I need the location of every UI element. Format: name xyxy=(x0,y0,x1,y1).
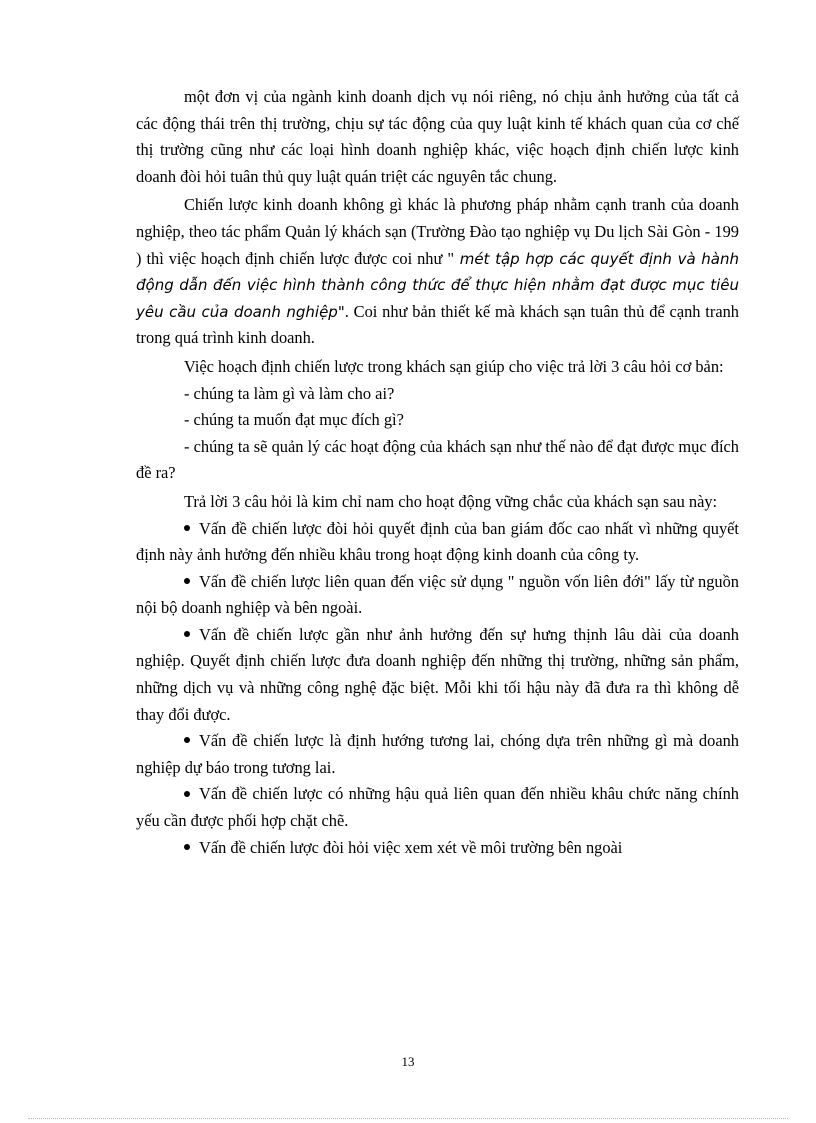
bullet-item xyxy=(136,728,739,781)
paragraph-strategy-text-end: . Coi như bản thiết kế mà khách sạn tuân thủ để cạnh tranh trong quá trình kinh doanh. xyxy=(136,301,739,348)
bullet-icon xyxy=(184,525,190,531)
bullet-item xyxy=(136,569,739,622)
bullet-text: Vấn đề chiến lược gần như ảnh hưởng đến sự hưng thịnh lâu dài của doanh nghiệp. Quyết định chiến lược đưa doanh nghiệp đến những thị trường, những sản phẩm, những dịch vụ và những công nghệ đặc biệt. Mỗi khi tối hậu này đã đưa ra thì không dễ thay đổi được. xyxy=(136,624,739,724)
question-item: - chúng ta muốn đạt mục đích gì? xyxy=(184,410,404,430)
paragraph-intro: một đơn vị của ngành kinh doanh dịch vụ nói riêng, nó chịu ảnh hưởng của tất cả các động thái trên thị trường, chịu sự tác động của quy luật kinh tế khách quan của cơ chế thị trường cũng như các loại hình doanh nghiệp khác, việc hoạch định chiến lược kinh doanh đòi hỏi tuân thủ quy luật quán triệt các nguyên tắc chung. xyxy=(136,87,739,186)
bullet-icon xyxy=(184,578,190,584)
question-item: - chúng ta sẽ quản lý các hoạt động của khách sạn như thế nào để đạt được mục đích đề ra? xyxy=(136,436,739,483)
bullet-icon xyxy=(184,631,190,637)
question-item: - chúng ta làm gì và làm cho ai? xyxy=(184,383,395,403)
bullet-text: Vấn đề chiến lược có những hậu quả liên quan đến nhiều khâu chức năng chính yếu cần được phối hợp chặt chẽ. xyxy=(136,784,739,831)
bullet-item xyxy=(136,622,739,728)
page-number: 13 xyxy=(401,1054,415,1069)
bullet-item xyxy=(136,835,739,862)
paragraph-answers: Trả lời 3 câu hỏi là kim chỉ nam cho hoạt động vững chắc của khách sạn sau này: xyxy=(184,491,718,511)
bullet-text: Vấn đề chiến lược đòi hỏi quyết định của ban giám đốc cao nhất vì những quyết định này ảnh hưởng đến nhiều khâu trong hoạt động kinh doanh của công ty. xyxy=(136,518,739,565)
bullet-icon xyxy=(184,791,190,797)
italic-quote: mét tập hợp các quyết định và hành động dẫn đến việc hình thành công thức để thực hiện nhằm đạt được mục tiêu yêu cầu của doanh nghiệp" xyxy=(136,249,739,321)
bullet-icon xyxy=(184,844,190,850)
page-bottom-divider xyxy=(28,1118,788,1119)
bullet-item xyxy=(136,781,739,834)
paragraph-three-questions: Việc hoạch định chiến lược trong khách sạn giúp cho việc trả lời 3 câu hỏi cơ bản: xyxy=(184,356,724,376)
bullet-text: Vấn đề chiến lược đòi hỏi việc xem xét về môi trường bên ngoài xyxy=(199,837,623,857)
bullet-icon xyxy=(184,737,190,743)
bullet-text: Vấn đề chiến lược là định hướng tương lai, chóng dựa trên những gì mà doanh nghiệp dự báo trong tương lai. xyxy=(136,731,739,777)
page-body xyxy=(136,84,739,861)
paragraph-strategy-definition xyxy=(136,192,739,352)
bullet-text: Vấn đề chiến lược liên quan đến việc sử dụng " nguồn vốn liên đới" lấy từ nguồn nội bộ doanh nghiệp và bên ngoài. xyxy=(136,571,739,618)
bullet-item xyxy=(136,516,739,569)
paragraph-strategy-text: Chiến lược kinh doanh không gì khác là phương pháp nhằm cạnh tranh của doanh nghiệp, theo tác phẩm Quản lý khách sạn (Trường Đào tạo nghiệp vụ Du lịch Sài Gòn - 199 ) thì việc hoạch định chiến lược được coi như " xyxy=(136,195,739,268)
